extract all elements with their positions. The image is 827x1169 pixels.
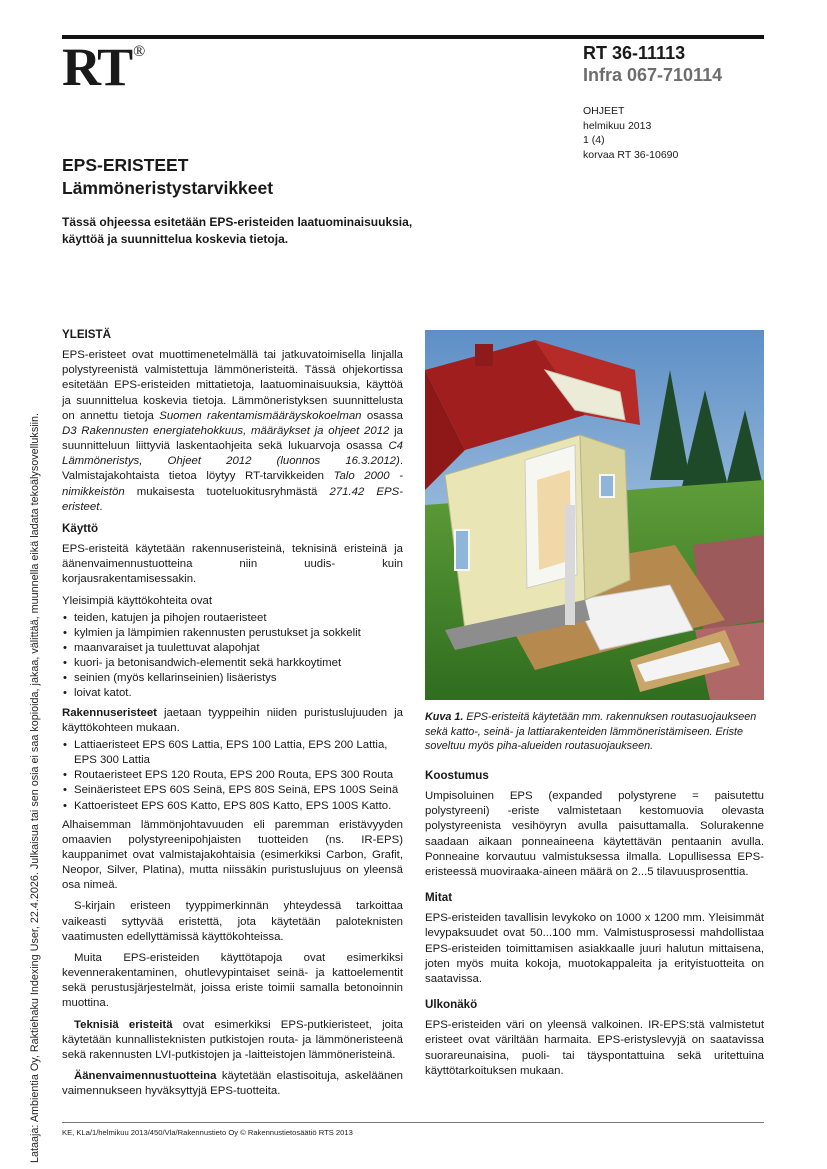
paragraph-technical: Teknisiä eristeitä ovat esimerkiksi EPS-putkieristeet, joita käytetään kunnallisteknisten putkistojen routa- ja lämmöneristeenä sekä rakennusten LVI-putkistojen ja -laitteistojen lämmöneristeinä. — [62, 1018, 403, 1061]
list-item: • teiden, katujen ja pihojen routaeristeet — [62, 611, 403, 626]
uses-list — [62, 611, 403, 702]
paragraph-usage: EPS-eristeitä käytetään rakennuseristeinä, teknisinä eristeinä ja äänenvaimennustuotteina niin uudis- kuin korjausrakentamisessakin. — [62, 543, 403, 586]
list-item: • seinien (myös kellarinseinien) lisäeristys — [62, 671, 403, 686]
heading-koostumus: Koostumus — [425, 769, 489, 782]
heading-yleista: YLEISTÄ — [62, 328, 111, 341]
lead-paragraph: Tässä ohjeessa esitetään EPS-eristeiden laatuominaisuuksia, käyttöä ja suunnittelua koskevia tietoja. — [62, 215, 413, 246]
infra-code: Infra 067-710114 — [583, 65, 723, 85]
meta-pages: 1 (4) — [583, 134, 605, 146]
meta-replaces: korvaa RT 36-10690 — [583, 148, 679, 161]
types-list — [62, 738, 403, 814]
footer-rule — [62, 1122, 764, 1123]
list-item: • Kattoeristeet EPS 60S Katto, EPS 80S Katto, EPS 100S Katto. — [62, 799, 403, 814]
meta-type: OHJEET — [583, 105, 625, 117]
list-item: • loivat katot. — [62, 686, 403, 701]
paragraph-s-letter: S-kirjain eristeen tyyppimerkinnän yhteydessä tarkoittaa vaikeasti syttyvää eristettä, jota käytetään paloteknisten vaatimusten edellyttämissä käyttökohteissa. — [62, 900, 403, 943]
header-rule — [62, 35, 764, 39]
paragraph-composition: Umpisoluinen EPS (expanded polystyrene = paisutettu polystyreeni) -eriste valmistetaan kestomuovia olevasta polystyreenista vesihöyryn avulla paisuttamalla. Solurakenne saadaan aikaan ponneaineena käytettävän pentaanin avulla. Ponneaine korvautuu valmistuksessa ilmalla. Lopullisessa EPS-eristeessä muoviraaka-aineen määrä on 2...5 tilavuusprosenttia. — [425, 790, 764, 878]
list-item: • maanvaraiset ja tuulettuvat alapohjat — [62, 641, 403, 656]
list-item: • Seinäeristeet EPS 60S Seinä, EPS 80S Seinä, EPS 100S Seinä — [62, 783, 403, 798]
paragraph-ir-eps: Alhaisemman lämmönjohtavuuden eli paremman eristävyyden omaavien polystyreenipohjaisten tuotteiden (ns. IR-EPS) kauppanimet ovat valmistajakohtaisia (esimerkiksi Carbon, Grafit, Neopor, Silver, Platina), mutta niissäkin puristuslujuus on yleensä osa nimeä. — [62, 818, 403, 892]
right-column — [425, 768, 764, 1085]
paragraph-building-insulation: Rakennuseristeet jaetaan tyyppeihin niiden puristuslujuuden ja käyttökohteen mukaan. — [62, 706, 403, 734]
paragraph-dimensions: EPS-eristeiden tavallisin levykoko on 1000 x 1200 mm. Yleisimmät levypaksuudet ovat 50...100 mm. Valmistusprosessi mahdollistaa EPS-eristeiden toimittamisen asiakkaalle juuri halutun mittaisena, joten myös muita kokoja, muotokappaleita ja erityistuotteita on saatavissa. — [425, 912, 764, 985]
page-subtitle: Lämmöneristystarvikkeet — [62, 178, 274, 198]
list-item: • Lattiaeristeet EPS 60S Lattia, EPS 100 Lattia, EPS 200 Lattia, EPS 300 Lattia — [62, 738, 403, 768]
footer-text: KE, KLa/1/helmikuu 2013/450/Vla/Rakennustieto Oy © Rakennustietosäätiö RTS 2013 — [62, 1128, 353, 1137]
paragraph-appearance: EPS-eristeiden väri on yleensä valkoinen. IR-EPS:stä valmistetut eristeet ovat väriltään harmaita. EPS-eristyslevyjä on saatavissa suorareunaisina, puoli- tai täyspontattuina sekä uritettuina käyttötarkoituksen mukaan. — [425, 1019, 764, 1077]
paragraph-acoustic: Äänenvaimennustuotteina käytetään elastisoituja, askeläänen vaimennukseen hyväksyttyjä EPS-tuotteita. — [62, 1070, 403, 1098]
meta-date: helmikuu 2013 — [583, 119, 652, 132]
paragraph-other-uses: Muita EPS-eristeiden käyttötapoja ovat esimerkiksi kevennerakentaminen, ohutlevypintaiset seinä- ja kattoelementit sekä perustusjärjestelmät, joissa eriste toimii samalla betonoinnin muottina. — [62, 951, 403, 1010]
rt-logo: RT ® — [62, 37, 146, 97]
house-insulation-illustration — [425, 330, 764, 700]
paragraph-general: EPS-eristeet ovat muottimenetelmällä tai jatkuvatoimisella linjalla polystyreenistä valmistettuja lämmöneristeitä. Tässä ohjekortissa esitetään EPS-eristeiden mittatietoja, laatuominaisuuksia, käyttöä ja suunnittelua koskevia tietoja. Lämmöneristyksen suunnittelusta on annettu tietoja Suomen rakentamismääräyskokoelman osassa D3 Rakennusten energiatehokkuus, määräykset ja ohjeet 2012 ja suunnitteluun liittyviä laskentaohjeita sekä lukuarvoja osassa C4 Lämmöneristys, Ohjeet 2012 (luonnos 16.3.2012). Valmistajakohtaista tietoa löytyy RT-tarvikkeiden Talo 2000 -nimikkeistön mukaisesta tuoteluokitusryhmästä 271.42 EPS-eristeet. — [62, 349, 403, 513]
heading-ulkonako: Ulkonäkö — [425, 998, 478, 1012]
figure-caption: Kuva 1. EPS-eristeitä käytetään mm. rakennuksen routasuojaukseen sekä katto-, seinä- ja lattiarakenteiden lämmöneristämiseen. Eriste soveltuu myös piha-alueiden routasuojaukseen. — [425, 711, 757, 752]
paragraph-uses-intro: Yleisimpiä käyttökohteita ovat — [62, 594, 213, 607]
list-item: • kuori- ja betonisandwich-elementit sekä harkkoytimet — [62, 656, 403, 671]
document-code: RT 36-11113 — [583, 43, 686, 63]
heading-kaytto: Käyttö — [62, 521, 99, 535]
page-title: EPS-ERISTEET — [62, 155, 189, 175]
heading-mitat: Mitat — [425, 891, 453, 905]
left-column — [62, 327, 403, 1105]
download-notice: Lataaja: Ambientia Oy, Raktiehaku Indexing User, 22.4.2026. Julkaisua tai sen osia ei saa kopioida, jakaa, välittää, muunnella eikä ladata tekoälysovelluksiin. — [29, 412, 41, 1163]
document-meta — [583, 104, 678, 162]
list-item: • Routaeristeet EPS 120 Routa, EPS 200 Routa, EPS 300 Routa — [62, 768, 403, 783]
list-item: • kylmien ja lämpimien rakennusten perustukset ja sokkelit — [62, 626, 403, 641]
